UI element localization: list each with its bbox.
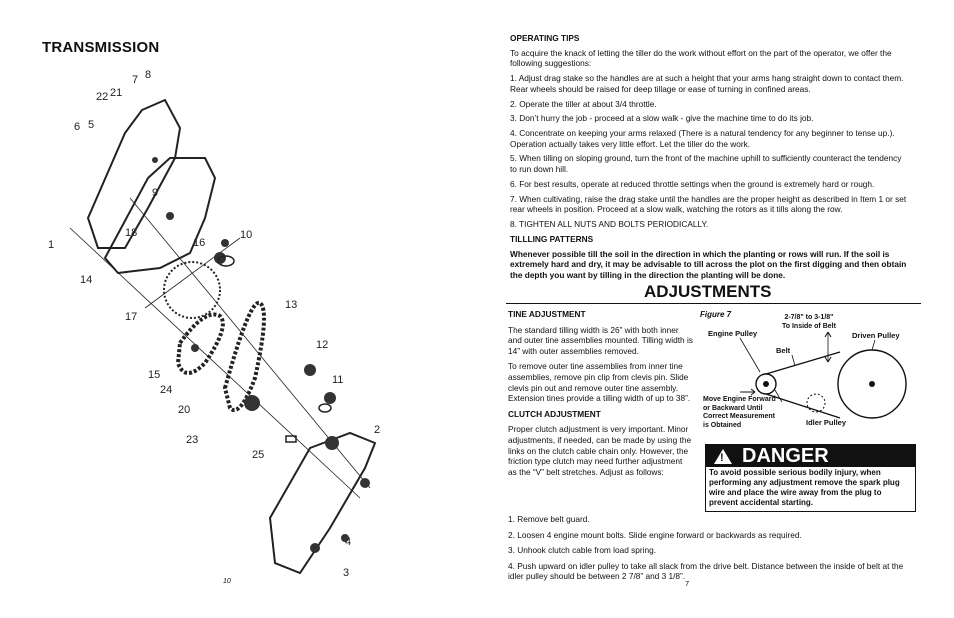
transmission-exploded-diagram <box>30 58 430 588</box>
tine-adjustment-p2: To remove outer tine assemblies from inner tine assemblies, remove pin clip from clevis pin. Slide clevis pin out and remove outer tine assembly. Extension tines provide a tilling width of up to 38”. <box>508 361 691 404</box>
part-label-12: 12 <box>316 339 329 351</box>
tip-item: 7. When cultivating, raise the drag stake until the handles are the proper height as described in Item 1 or set rear wheels in position. Proceed at a slow walk, watching the rotors as it tills along the row. <box>510 193 907 215</box>
belt-label: Belt <box>776 346 791 355</box>
part-label-11: 11 <box>332 374 344 386</box>
right-page-number: 7 <box>685 579 690 588</box>
tilling-patterns-text: Whenever possible till the soil in the direction in which the planting or rows will run. If the soil is extremely hard and dry, it may be advisable to till across the plot on the first digging and then obtain the depth you want by tilling in the direction the planting will be done. <box>510 248 907 280</box>
measurement-line-1: 2-7/8" to 3-1/8" <box>784 314 834 321</box>
adjustments-rule <box>506 303 921 304</box>
part-label-9: 9 <box>152 187 159 199</box>
danger-header <box>706 445 915 467</box>
tine-adjustment-p1: The standard tilling width is 26” with both inner and outer tine assemblies mounted. Tilling width is 14” with outer assemblies removed. <box>508 324 693 356</box>
part-label-18: 18 <box>125 227 138 239</box>
move-note-line: or Backward Until <box>703 404 763 412</box>
tip-item: 8. TIGHTEN ALL NUTS AND BOLTS PERIODICALLY. <box>510 219 709 229</box>
operating-tips-heading: OPERATING TIPS <box>510 33 580 43</box>
tip-item: 6. For best results, operate at reduced throttle settings when the ground is extremely hard or rough. <box>510 178 875 189</box>
clutch-steps <box>508 514 918 582</box>
figure-caption: Figure 7 <box>700 310 732 319</box>
engine-pulley-label: Engine Pulley <box>708 329 758 338</box>
danger-notice <box>705 444 916 512</box>
transmission-title: TRANSMISSION <box>42 39 160 56</box>
part-label-23: 23 <box>186 434 199 446</box>
move-note-line: Correct Measurement <box>703 413 775 421</box>
clutch-adjustment-heading: CLUTCH ADJUSTMENT <box>508 408 601 419</box>
tilling-patterns-heading: TILLLING PATTERNS <box>510 233 594 244</box>
part-label-5: 5 <box>88 119 95 131</box>
danger-text: To avoid possible serious bodily injury, when performing any adjustment remove the spark plug wire and place the wire away from the plug to prevent accidental starting. <box>709 468 900 507</box>
clutch-step: 3. Unhook clutch cable from load spring. <box>508 545 657 556</box>
tip-item: 5. When tilling on sloping ground, turn the front of the machine uphill to sufficiently counteract the tendency to run down hill. <box>510 153 902 175</box>
tip-item: 1. Adjust drag stake so the handles are at such a height that your arms hang straight down to contact them. Rear wheels should be raised for deep tillage or ease of turning in confined areas. <box>510 73 904 94</box>
clutch-step: 4. Push upward on idler pulley to take all slack from the drive belt. Distance between the inside of belt at the idler pulley should be between 2 7/8” and 3 1/8”. <box>508 560 904 582</box>
upper-housing-outer <box>88 100 180 248</box>
driven-pulley-label: Driven Pulley <box>852 331 900 340</box>
part-label-25: 25 <box>252 449 265 461</box>
part-label-13: 13 <box>285 299 298 311</box>
move-note-line: is Obtained <box>703 422 742 430</box>
part-label-15: 15 <box>148 369 161 381</box>
part-label-2: 2 <box>374 424 381 436</box>
tine-adjustment-heading: TINE ADJUSTMENT <box>508 309 586 319</box>
part-label-4: 4 <box>345 536 352 548</box>
belt-drive-diagram <box>700 310 910 466</box>
warning-triangle-icon: ! <box>714 449 732 464</box>
part-label-14: 14 <box>80 274 93 286</box>
sprocket <box>164 262 220 318</box>
part-label-6: 6 <box>74 121 81 133</box>
part-label-20: 20 <box>178 404 191 416</box>
clutch-step: 2. Loosen 4 engine mount bolts. Slide engine forward or backwards as required. <box>508 529 802 540</box>
idler-pulley-label: Idler Pulley <box>806 418 847 427</box>
operating-tips-intro: To acquire the knack of letting the tiller do the work without effort on the part of the operator, we offer the following suggestions: <box>510 47 892 69</box>
danger-label: DANGER <box>742 444 829 467</box>
part-label-3: 3 <box>343 567 350 579</box>
measurement-line-2: To Inside of Belt <box>782 323 836 330</box>
clutch-step: 1. Remove belt guard. <box>508 514 590 524</box>
drive-chain-2 <box>225 303 264 410</box>
lower-housing <box>270 433 375 573</box>
adjustments-title: ADJUSTMENTS <box>644 282 772 301</box>
operating-tips-section <box>510 33 910 285</box>
part-label-22: 22 <box>96 91 109 103</box>
tip-item: 4. Concentrate on keeping your arms relaxed (There is a natural tendency for any beginner to tense up.). Operation actually takes very little effort. Let the tiller do the work. <box>510 128 895 149</box>
part-label-7: 7 <box>132 74 139 86</box>
part-label-1: 1 <box>48 239 55 251</box>
move-note-line: Move Engine Forward <box>703 396 776 403</box>
part-label-10: 10 <box>240 229 253 241</box>
part-label-24: 24 <box>160 384 173 396</box>
left-page-number: 10 <box>223 578 231 585</box>
part-label-8: 8 <box>145 69 152 81</box>
part-label-21: 21 <box>110 87 123 99</box>
upper-housing-inner <box>105 158 215 273</box>
part-label-17: 17 <box>125 311 138 323</box>
figure-7 <box>700 310 910 466</box>
clutch-adjustment-p1: Proper clutch adjustment is very important. Minor adjustments, if needed, can be made by using the links on the clutch cable chain only. However, the friction type clutch may need further adjustment as the “V” belt stretches. Adjust as follows: <box>508 424 692 477</box>
tip-item: 3. Don’t hurry the job - proceed at a slow walk - give the machine time to do its job. <box>510 113 814 124</box>
tip-item: 2. Operate the tiller at about 3/4 throttle. <box>510 98 657 109</box>
part-label-16: 16 <box>193 237 206 249</box>
adjustments-left-column <box>508 309 693 482</box>
